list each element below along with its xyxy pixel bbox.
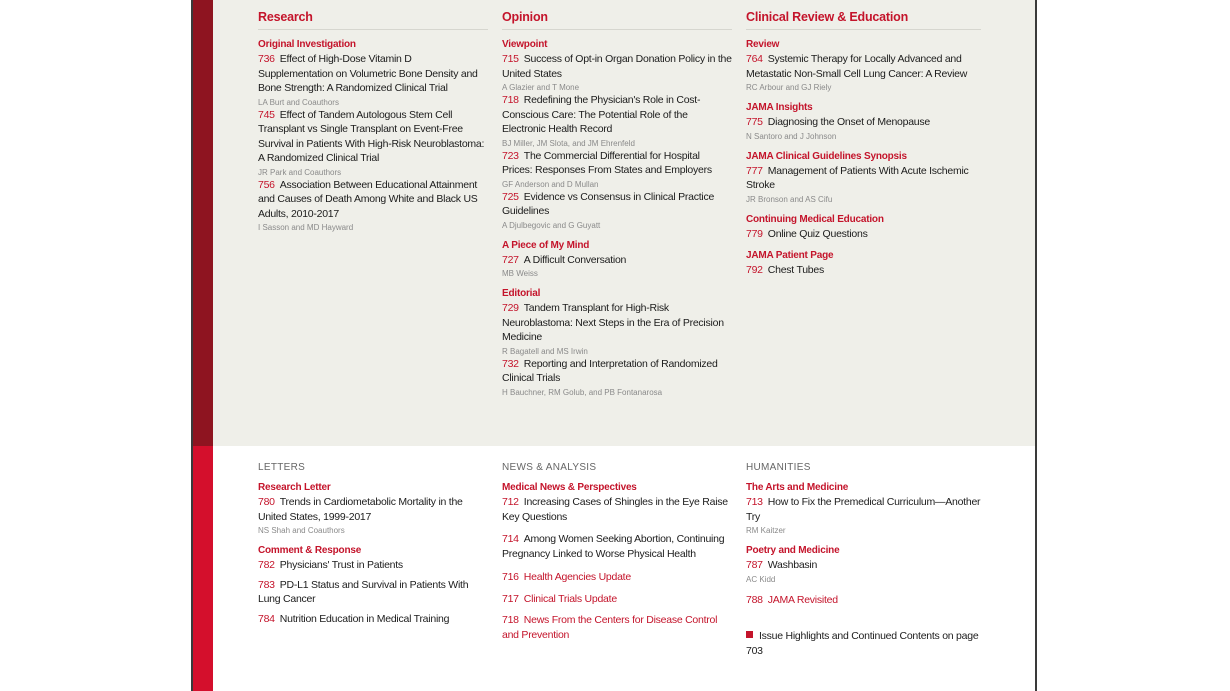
article-entry[interactable] xyxy=(502,570,732,585)
section-header-clinical-review: Clinical Review & Education xyxy=(746,10,981,30)
article-entry[interactable] xyxy=(746,227,981,242)
article-title: Trends in Cardiometabolic Mortality in the United States, 1999-2017 xyxy=(258,496,463,523)
page-number: 756 xyxy=(258,178,275,191)
page-number: 780 xyxy=(258,496,275,508)
page-number: 782 xyxy=(258,559,275,571)
article-entry[interactable] xyxy=(258,178,488,222)
article-entry[interactable] xyxy=(746,52,981,81)
article-title: Online Quiz Questions xyxy=(767,227,868,240)
category-label: Poetry and Medicine xyxy=(746,545,840,556)
article-authors: N Santoro and J Johnson xyxy=(746,131,837,141)
page-number: 715 xyxy=(502,53,519,65)
page-number: 736 xyxy=(258,53,275,65)
journal-contents-page xyxy=(191,0,1037,691)
article-title: News From the Centers for Disease Control and Prevention xyxy=(502,614,718,641)
page-number: 712 xyxy=(502,496,519,508)
page-number: 716 xyxy=(502,571,519,583)
category-label: Viewpoint xyxy=(502,39,548,50)
article-authors: JR Park and Coauthors xyxy=(258,167,342,177)
article-entry[interactable] xyxy=(746,263,981,278)
category-label: JAMA Insights xyxy=(746,102,813,113)
page-number: 792 xyxy=(746,264,763,276)
article-entry[interactable] xyxy=(502,149,732,178)
article-title: Systemic Therapy for Locally Advanced and Metastatic Non-Small Cell Lung Cancer: A Review xyxy=(746,53,968,80)
article-entry[interactable] xyxy=(502,613,732,642)
article-authors: LA Burt and Coauthors xyxy=(258,97,339,107)
article-title: Effect of Tandem Autologous Stem Cell Transplant vs Single Transplant on Event-Free Survival in Patients With High-Risk Neuroblastoma: A Randomized Clinical Trial xyxy=(258,108,485,164)
article-authors: RM Kaitzer xyxy=(746,526,786,535)
page-number: 788 xyxy=(746,593,763,606)
article-title: Association Between Educational Attainment and Causes of Death Among White and Black US Adults, 2010-2017 xyxy=(258,178,478,220)
article-title: Success of Opt-in Organ Donation Policy in the United States xyxy=(502,53,732,80)
lower-contents-panel xyxy=(213,446,1035,691)
page-number: 777 xyxy=(746,164,763,177)
article-title: Tandem Transplant for High-Risk Neuroblastoma: Next Steps in the Era of Precision Medicine xyxy=(502,302,724,343)
page-number: 783 xyxy=(258,578,275,591)
humanities-column xyxy=(746,462,986,658)
page-number: 718 xyxy=(502,614,519,626)
clinical-review-column xyxy=(746,10,981,278)
research-column xyxy=(258,10,488,233)
page-number: 745 xyxy=(258,108,275,121)
article-entry[interactable] xyxy=(502,357,732,386)
article-title: Washbasin xyxy=(767,559,818,571)
section-header-research: Research xyxy=(258,10,488,30)
article-title: PD-L1 Status and Survival in Patients With Lung Cancer xyxy=(258,578,469,605)
page-number: 723 xyxy=(502,149,519,162)
section-header-opinion: Opinion xyxy=(502,10,732,30)
category-label: Medical News & Perspectives xyxy=(502,482,637,493)
news-analysis-column xyxy=(502,462,732,642)
article-authors: GF Anderson and D Mullan xyxy=(502,179,599,189)
article-authors: MB Weiss xyxy=(502,269,538,278)
article-entry[interactable] xyxy=(502,93,732,137)
article-entry[interactable] xyxy=(502,190,732,219)
article-title: Diagnosing the Onset of Menopause xyxy=(767,116,930,128)
article-entry[interactable] xyxy=(502,52,732,81)
page-number: 787 xyxy=(746,559,763,571)
section-header-news-analysis: NEWS & ANALYSIS xyxy=(502,462,597,473)
page-number: 764 xyxy=(746,53,763,65)
article-title: JAMA Revisited xyxy=(767,593,838,606)
page-number: 713 xyxy=(746,496,763,508)
category-label: Original Investigation xyxy=(258,39,356,50)
category-label: Editorial xyxy=(502,288,541,299)
article-entry[interactable] xyxy=(502,495,732,524)
article-title: A Difficult Conversation xyxy=(523,253,627,266)
page-number: 714 xyxy=(502,533,519,545)
article-entry[interactable] xyxy=(258,52,488,96)
article-entry[interactable] xyxy=(746,164,981,193)
article-authors: AC Kidd xyxy=(746,574,776,584)
article-authors: BJ Miller, JM Slota, and JM Ehrenfeld xyxy=(502,138,635,148)
article-title: How to Fix the Premedical Curriculum—Another Try xyxy=(746,496,981,523)
category-label: Review xyxy=(746,39,780,50)
article-title: Management of Patients With Acute Ischemic Stroke xyxy=(746,164,969,191)
category-label: The Arts and Medicine xyxy=(746,482,849,493)
article-entry[interactable] xyxy=(258,108,488,166)
left-accent-bar-red xyxy=(193,446,213,691)
page-number: 775 xyxy=(746,116,763,128)
article-title: The Commercial Differential for Hospital Prices: Responses From States and Employers xyxy=(502,149,712,176)
article-title: Evidence vs Consensus in Clinical Practice Guidelines xyxy=(502,190,715,217)
page-number: 729 xyxy=(502,302,519,314)
article-title: Chest Tubes xyxy=(767,264,824,276)
issue-highlights-note[interactable] xyxy=(746,629,986,658)
category-label: Continuing Medical Education xyxy=(746,213,884,225)
letters-column xyxy=(258,462,488,626)
left-accent-bar-dark xyxy=(193,0,213,446)
article-title: Among Women Seeking Abortion, Continuing Pregnancy Linked to Worse Physical Health xyxy=(502,533,725,560)
category-label: JAMA Patient Page xyxy=(746,250,834,261)
article-entry[interactable] xyxy=(746,593,986,608)
article-entry[interactable] xyxy=(258,612,488,627)
article-title: Redefining the Physician's Role in Cost-Conscious Care: The Potential Role of the Electronic Health Record xyxy=(502,94,701,135)
category-label: JAMA Clinical Guidelines Synopsis xyxy=(746,150,907,162)
article-authors: I Sasson and MD Hayward xyxy=(258,223,354,232)
upper-contents-panel xyxy=(213,0,1035,446)
page-number: 718 xyxy=(502,94,519,106)
issue-highlights-text: Issue Highlights and Continued Contents on page 703 xyxy=(746,630,979,657)
article-title: Reporting and Interpretation of Randomized Clinical Trials xyxy=(502,357,718,384)
page-number: 727 xyxy=(502,253,519,266)
article-authors: JR Bronson and AS Cifu xyxy=(746,194,833,204)
article-entry[interactable] xyxy=(746,495,986,524)
page-number: 717 xyxy=(502,592,519,605)
page-number: 725 xyxy=(502,190,519,203)
article-title: Clinical Trials Update xyxy=(523,592,617,605)
section-header-humanities: HUMANITIES xyxy=(746,462,811,473)
category-label: Comment & Response xyxy=(258,545,362,556)
article-entry[interactable] xyxy=(258,578,488,607)
article-authors: R Bagatell and MS Irwin xyxy=(502,346,588,356)
page-number: 732 xyxy=(502,357,519,370)
article-authors: RC Arbour and GJ Riely xyxy=(746,83,832,92)
article-title: Effect of High-Dose Vitamin D Supplementation on Volumetric Bone Density and Bone Strength: A Randomized Clinical Trial xyxy=(258,53,478,94)
article-title: Increasing Cases of Shingles in the Eye Raise Key Questions xyxy=(502,496,728,523)
article-authors: NS Shah and Coauthors xyxy=(258,526,345,535)
category-label: A Piece of My Mind xyxy=(502,239,590,251)
article-title: Health Agencies Update xyxy=(523,571,631,583)
article-title: Physicians' Trust in Patients xyxy=(279,559,403,571)
article-title: Nutrition Education in Medical Training xyxy=(279,612,450,625)
section-header-letters: LETTERS xyxy=(258,462,306,473)
article-entry[interactable] xyxy=(258,495,488,524)
article-entry[interactable] xyxy=(502,253,732,268)
red-square-bullet-icon xyxy=(746,631,753,638)
article-entry[interactable] xyxy=(502,532,732,561)
article-authors: H Bauchner, RM Golub, and PB Fontanarosa xyxy=(502,387,663,397)
article-entry[interactable] xyxy=(746,115,981,130)
article-entry[interactable] xyxy=(258,558,488,573)
opinion-column xyxy=(502,10,732,398)
category-label: Research Letter xyxy=(258,482,331,493)
article-entry[interactable] xyxy=(746,558,986,573)
page-number: 779 xyxy=(746,227,763,240)
article-authors: A Djulbegovic and G Guyatt xyxy=(502,220,601,230)
article-authors: A Glazier and T Mone xyxy=(502,83,580,92)
article-entry[interactable] xyxy=(502,301,732,345)
article-entry[interactable] xyxy=(502,592,732,607)
page-number: 784 xyxy=(258,612,275,625)
